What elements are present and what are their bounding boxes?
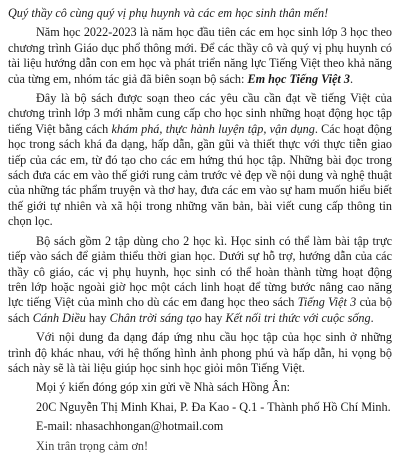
greeting-line: Quý thầy cô cùng quý vị phụ huynh và các em học sinh thân mến! xyxy=(8,6,329,20)
book-title: Em học Tiếng Việt 3 xyxy=(247,71,350,86)
paragraph-structure xyxy=(8,234,392,326)
textbook-name: Tiếng Việt 3 xyxy=(297,295,357,310)
closing-line: Xin trân trọng cảm ơn! xyxy=(36,438,149,453)
intro-end: . xyxy=(349,71,353,86)
structure-text-4: hay xyxy=(201,310,226,325)
series-ket-noi: Kết nối tri thức với cuộc sống xyxy=(225,310,371,325)
learning-methods: khám phá, thực hành luyện tập, vận dụng xyxy=(111,121,315,136)
structure-text-5: . xyxy=(370,310,374,325)
series-chan-troi: Chân trời sáng tạo xyxy=(109,310,202,325)
structure-text-3: hay xyxy=(85,310,110,325)
description-text-1: Đây là bộ sách được soạn theo các yêu cầu cần đạt về tiếng Việt của chương trình lớp 3 mới nhằm cung cấp cho học sinh những hoạt động học tập tiếng Việt bằng cách xyxy=(8,91,392,136)
contact-email: E-mail: nhasachhongan@hotmail.com xyxy=(36,419,224,434)
paragraph-conclusion: Với nội dung đa dạng đáp ứng nhu cầu học tập của học sinh ở những trình độ khác nhau, với hệ thống hình ảnh phong phú và hấp dẫn, hi vọng bộ sách này sẽ là tài liệu giúp học sinh học giỏi môn Tiếng Việt. xyxy=(8,330,392,375)
structure-text-2: của bộ sách xyxy=(8,295,392,325)
structure-text-1: Bộ sách gồm 2 tập dùng cho 2 học kì. Học sinh có thể làm bài tập trực tiếp vào sách để giảm thiểu thời gian học. Dưới sự hỗ trợ, hướng dẫn của các thầy cô giáo, các vị phụ huynh, học sinh có thể hoàn thành từng hoạt động trên lớp hoặc ngoài giờ học một cách linh hoạt để từng bước nâng cao năng lực tiếng Việt của mình cho dù các em đang học theo sách xyxy=(8,233,392,310)
paragraph-intro xyxy=(8,25,392,87)
intro-text: Năm học 2022-2023 là năm học đầu tiên các em học sinh lớp 3 học theo chương trình Giáo dục phổ thông mới. Để các thầy cô và quý vị phụ huynh có tài liệu hướng dẫn con em học và phát triển năng lực Tiếng Việt theo khả năng của từng em, nhóm tác giả đã biên soạn bộ sách: xyxy=(8,25,392,86)
series-canh-dieu: Cánh Diều xyxy=(32,310,86,325)
paragraph-description xyxy=(8,91,392,230)
contact-intro: Mọi ý kiến đóng góp xin gửi về Nhà sách Hồng Ân: xyxy=(36,380,291,395)
description-text-2: . Các hoạt động học trong sách khá đa dạng, hấp dẫn, gần gũi và thiết thực với thực tiễn giao tiếp của các em, từ đó tạo cho các em hứng thú học tập. Những bài đọc trong sách đưa các em vào thế giới rung cảm trước vẻ đẹp về nội dung và nghệ thuật của những tác phẩm truyện và thơ hay, đưa các em vào sự ham muốn hiểu biết thế giới tự nhiên và xã hội trong những văn bản, bài viết cung cấp thông tin chọn lọc. xyxy=(8,121,392,229)
contact-address: 20C Nguyễn Thị Minh Khai, P. Đa Kao - Q.1 - Thành phố Hồ Chí Minh. xyxy=(36,399,391,414)
